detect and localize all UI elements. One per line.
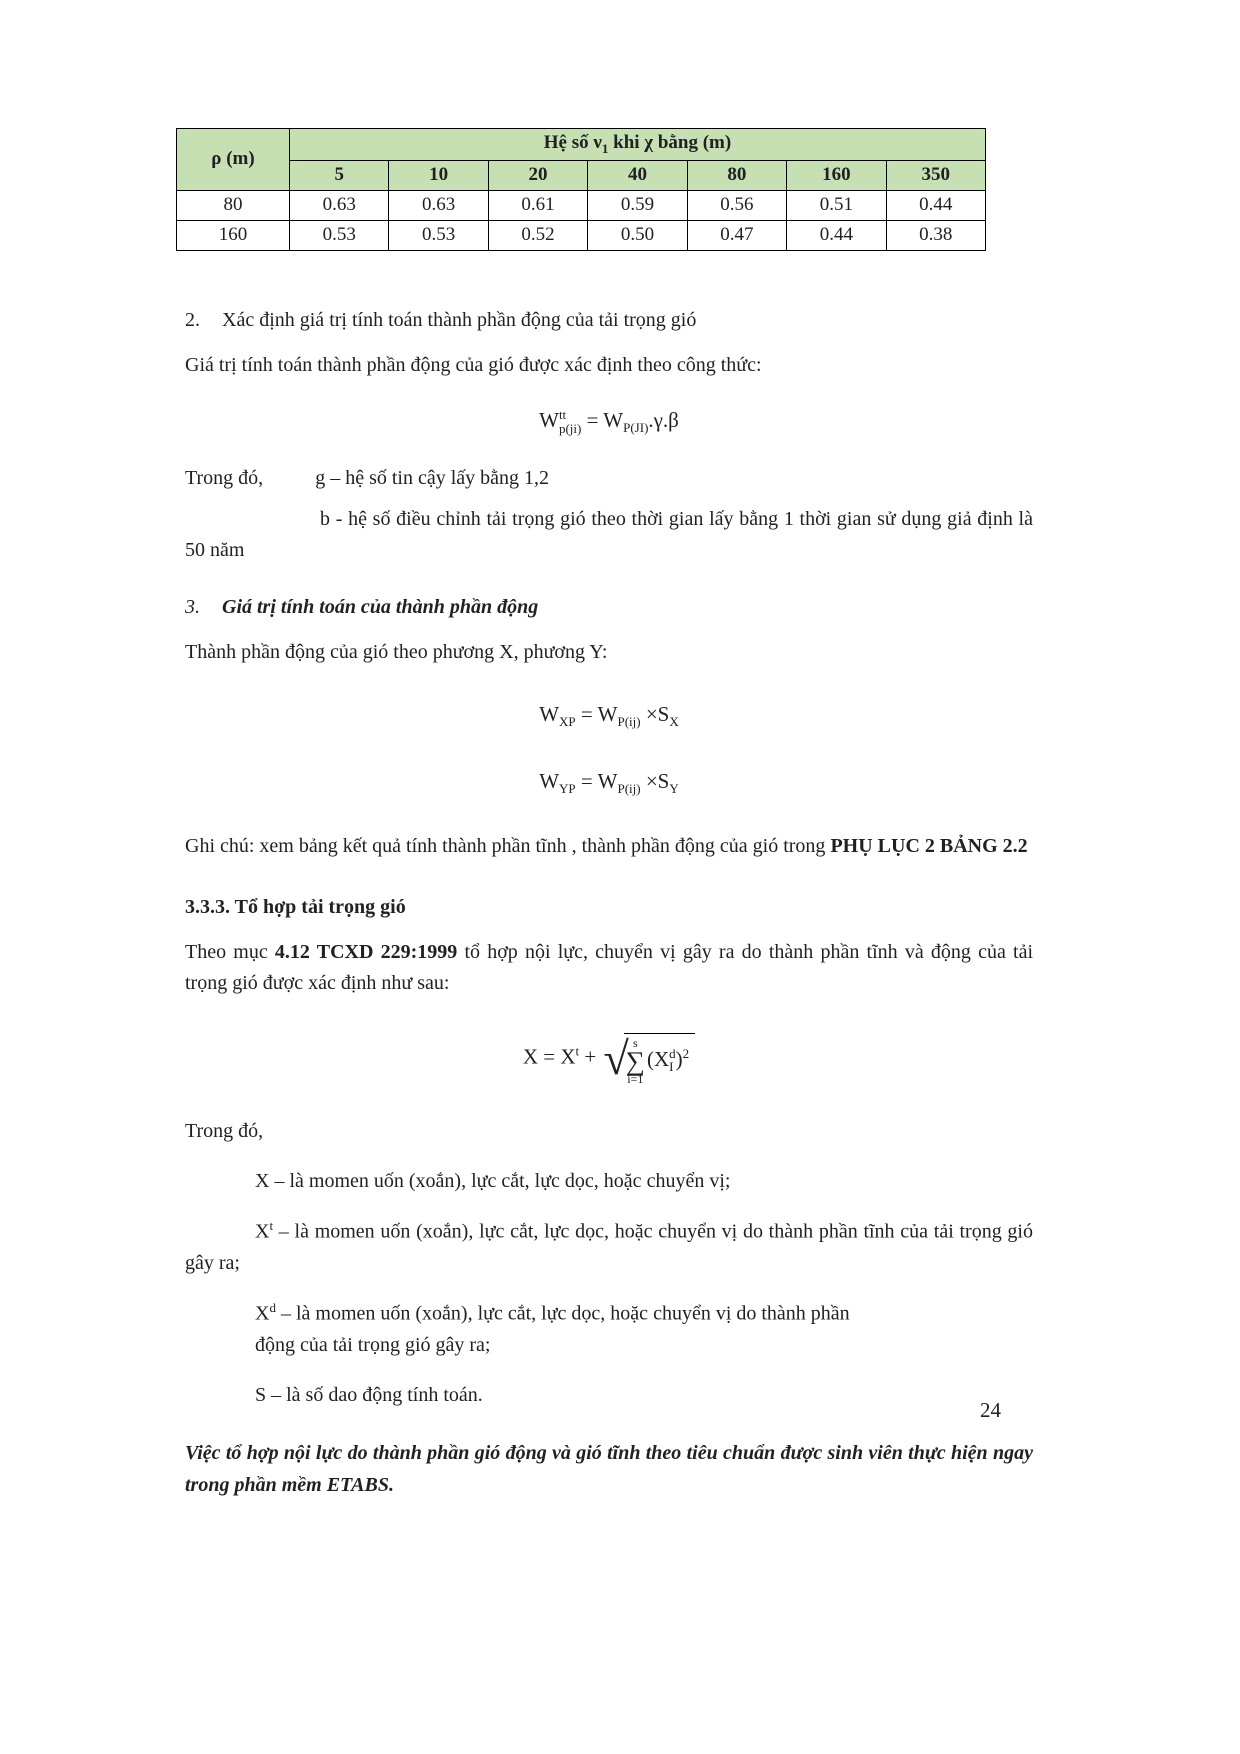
table-cell: 0.51 [787,190,886,220]
sum-lower-limit: i=1 [627,1071,644,1086]
fy-rhs-sub: Y [669,781,679,797]
fy-times: ×S [640,769,670,794]
table-cell: 0.56 [687,190,786,220]
sqrt-body [624,1033,695,1085]
section333-paragraph [185,937,1033,999]
formula1-supsub [559,408,581,435]
col-header: 5 [290,160,389,190]
table-cell: 0.50 [588,220,687,250]
col-header: 350 [886,160,985,190]
table-cell: 0.53 [290,220,389,250]
summation-symbol [626,1037,645,1085]
span-header-prefix: Hệ số ν [543,132,602,153]
fy-lhs-sub: YP [559,781,576,797]
col-header: 40 [588,160,687,190]
section2-intro: Giá trị tính toán thành phần động của gió được xác định theo công thức: [185,353,762,376]
fx-rhs-sub: X [669,713,679,729]
comb-stack-sup: d [669,1045,676,1061]
combination-formula [185,1031,1033,1086]
trong-do-2: Trong đó, [185,1120,264,1143]
row-label: 160 [177,220,290,250]
trong-do-label: Trong đó, [185,466,264,489]
section2-number: 2. [185,308,200,331]
col-header: 20 [488,160,587,190]
col-header: 160 [787,160,886,190]
comb-plus: + [579,1044,602,1069]
section3-number: 3. [185,595,200,618]
sum-upper-limit: s [633,1035,638,1050]
definition-xd [185,1298,1033,1361]
formula1-rhs-sub: P(JI) [623,419,649,435]
table-header-row-2 [177,160,986,190]
section2-title-text: Xác định giá trị tính toán thành phần động của tải trọng gió [222,308,697,331]
b-definition: b - hệ số điều chỉnh tải trọng gió theo thời gian lấy bằng 1 thời gian sử dụng giả định là 50 năm [185,507,1033,561]
table-row [177,220,986,250]
sigma-glyph: ∑ [625,1045,645,1076]
table-span-header [290,129,986,161]
table-cell: 0.59 [588,190,687,220]
comb-prefix: X = X [522,1044,576,1069]
table-cell: 0.38 [886,220,985,250]
fx-mid: = W [575,701,618,726]
document-content [185,128,1033,1501]
section2-title [185,305,1033,335]
fy-lhs: W [539,769,560,794]
dynamic-wind-formula [185,408,1033,436]
comb-sup-t: t [575,1043,580,1059]
fy-mid: = W [575,769,618,794]
note-paragraph [185,831,1033,862]
col-header: 10 [389,160,488,190]
corner-header-label: ρ (m) [211,148,255,170]
formula1-lhs: W [539,407,559,432]
closing-note: Việc tổ hợp nội lực do thành phần gió động và gió tĩnh theo tiêu chuẩn được sinh viên thực hiện ngay trong phần mềm ETABS. [185,1441,1033,1496]
table-cell: 0.44 [787,220,886,250]
row-label: 80 [177,190,290,220]
wind-x-formula [185,702,1033,730]
def-xt-text: – là momen uốn (xoắn), lực cắt, lực dọc, hoặc chuyển vị do thành phần tĩnh của tải trọng gió gây ra; [185,1220,1033,1274]
def-x-text: – là momen uốn (xoắn), lực cắt, lực dọc, hoặc chuyển vị; [269,1170,731,1193]
g-definition: g – hệ số tin cậy lấy bằng 1,2 [315,466,550,489]
comb-open: (X [646,1046,670,1071]
fx-lhs-sub: XP [559,713,576,729]
span-header-subscript: 1 [601,140,609,156]
sqrt-radical: √ [603,1033,629,1085]
table-cell: 0.63 [290,190,389,220]
fy-mid-sub: P(ij) [617,781,641,797]
def-xd-text-line1: – là momen uốn (xoắn), lực cắt, lực dọc, hoặc chuyển vị do thành phần [275,1302,850,1325]
formula1-tail: .γ.β [648,407,679,432]
note-text: Ghi chú: xem bảng kết quả tính thành phần tĩnh , thành phần động của gió trong [185,835,831,858]
formula1-sup: tt [558,407,567,422]
def-xd-sup: d [269,1299,276,1315]
col-header: 80 [687,160,786,190]
table-cell: 0.61 [488,190,587,220]
note-reference: PHỤ LỤC 2 BẢNG 2.2 [830,835,1028,858]
table-row [177,190,986,220]
table-cell: 0.53 [389,220,488,250]
section3-title [185,592,1033,622]
fx-times: ×S [640,701,670,726]
definition-x [185,1166,1033,1197]
wind-y-formula [185,769,1033,797]
trong-do-line [185,463,1033,494]
table-header-row-1 [177,129,986,161]
table-cell: 0.44 [886,190,985,220]
fx-lhs: W [539,701,560,726]
section3-intro: Thành phần động của gió theo phương X, phương Y: [185,640,608,663]
def-x-symbol: X [255,1170,270,1193]
definition-xt [185,1216,1033,1279]
def-xt-symbol: X [255,1220,270,1243]
def-xd-symbol: X [255,1302,270,1325]
page-number: 24 [980,1398,1001,1422]
comb-stack-sub: I [669,1059,674,1075]
wind-coefficient-table [176,128,986,251]
table-cell: 0.47 [687,220,786,250]
section3-title-text: Giá trị tính toán của thành phần động [222,595,539,618]
para-suffix: tổ hợp nội lực, chuyển vị gây ra do thành phần tĩnh và động của tải trọng gió được xác định như sau: [185,941,1034,995]
fx-mid-sub: P(ij) [617,713,641,729]
table-corner-header [177,129,290,191]
section333-heading: 3.3.3. Tổ hợp tải trọng gió [185,896,406,919]
def-xd-text-line2: động của tải trọng gió gây ra; [255,1333,491,1356]
formula1-equals: = W [581,407,624,432]
formula1-sub: p(ji) [558,420,582,436]
table-cell: 0.63 [389,190,488,220]
comb-close: ) [675,1046,683,1071]
def-xt-sup: t [269,1218,274,1234]
comb-square: 2 [682,1045,690,1061]
standard-reference: 4.12 TCXD 229:1999 [274,941,458,964]
definition-s: S – là số dao động tính toán. [255,1383,483,1406]
span-header-suffix: khi χ bằng (m) [608,132,732,153]
table-cell: 0.52 [488,220,587,250]
para-prefix: Theo mục [185,941,275,964]
